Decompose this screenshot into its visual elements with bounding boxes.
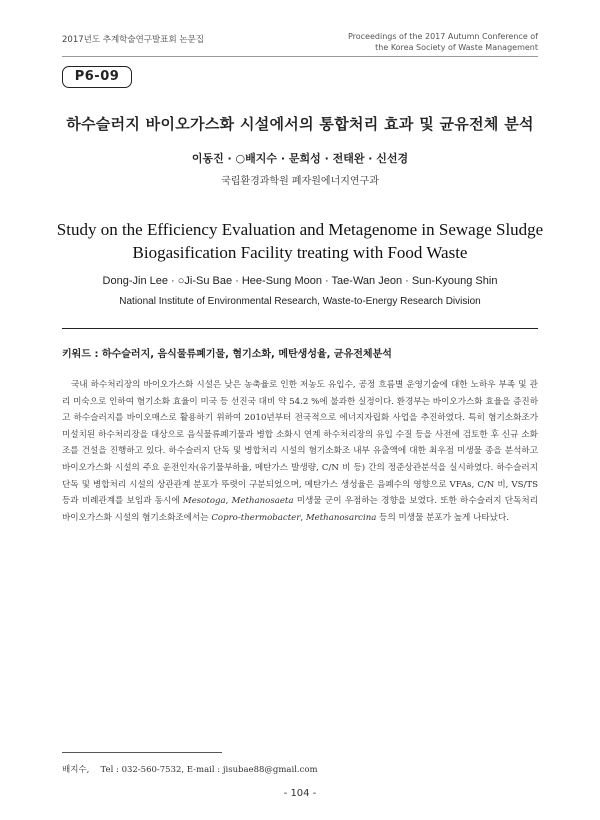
abstract-paragraph	[62, 377, 538, 526]
page-number: - 104 -	[283, 788, 317, 799]
title-english-line2: Biogasification Facility treating with Food Waste	[132, 243, 468, 262]
title-english	[40, 218, 560, 264]
running-header-right-line2: the Korea Society of Waste Management	[375, 43, 538, 52]
abstract-text-3: 등의 미생물 분포가 높게 나타났다.	[376, 512, 510, 523]
running-header-right-line1: Proceedings of the 2017 Autumn Conference of	[347, 32, 538, 41]
keywords-line: 키워드 : 하수슬러지, 음식물류폐기물, 혐기소화, 메탄생성율, 균유전체분석	[62, 349, 392, 360]
abstract-taxon-2: Methanosaeta	[231, 496, 294, 507]
abstract-separator-1: ,	[225, 496, 232, 507]
title-korean: 하수슬러지 바이오가스화 시설에서의 통합처리 효과 및 균유전체 분석	[66, 115, 534, 133]
abstract-text-1: 국내 하수처리장의 바이오가스화 시설은 낮은 농축율로 인한 저농도 유입수, 공정 흐름별 운영기술에 대한 노하우 부족 및 관리 미숙으로 인하여 혐기소화 효율이 미국 등 선진국 대비 약 54.2 %에 불과한 실정이다. 환경부는 바이오가스화 효율을 증진하고 하수슬러지를 바이오매스로 활용하기 위하여 2010년부터 전국적으로 에너지자립화 사업을 추진하였다. 특히 혐기소화조가 미설치된 하수처리장을 대상으로 음식물류폐기물과 병합 소화시 연계 하수처리장의 유입 수질 등을 사전에 검토한 후 신규 소화조를 건설을 진행하고 있다. 하수슬러지 단독 및 병합처리 시설의 혐기소화조 내부 유출액에 대한 최우점 미생물 종을 분석하고 바이오가스화 시설의 주요 운전인자(유기물부하율, 메탄가스 발생량, C/N 비 등) 간의 정준상관분석을 실시하였다. 하수슬러지 단독 및 병합처리 시설의 상관관계 분포가 뚜렷이 구분되었으며, 메탄가스 생성율은 음폐수의 영향으로 VFAs, C/N 비, VS/TS 등과 비례관계를 보임과 동시에	[62, 380, 538, 507]
running-header-right	[278, 31, 538, 53]
authors-english: Dong-Jin Lee · ○Ji-Su Bae · Hee-Sung Moon · Tae-Wan Jeon · Sun-Kyoung Shin	[102, 275, 498, 287]
title-english-line1: Study on the Efficiency Evaluation and Metagenome in Sewage Sludge	[56, 220, 544, 239]
footnote-divider	[62, 752, 222, 753]
affiliation-english: National Institute of Environmental Research, Waste-to-Energy Research Division	[119, 296, 481, 307]
keywords-divider	[62, 328, 538, 329]
abstract-taxon-3: Copro-thermobacter	[211, 512, 301, 523]
running-header-left: 2017년도 추계학술연구발표회 논문집	[62, 35, 204, 45]
abstract-body	[62, 377, 538, 526]
authors-korean: 이동진 · ○배지수 · 문희성 · 전태완 · 신선경	[191, 152, 409, 165]
paper-code-badge: P6-09	[62, 66, 132, 88]
affiliation-korean: 국립환경과학원 폐자원에너지연구과	[221, 176, 379, 187]
abstract-taxon-1: Mesotoga	[182, 496, 226, 507]
abstract-taxon-4: Methanosarcina	[305, 512, 377, 523]
abstract-separator-2: ,	[300, 512, 306, 523]
header-divider	[62, 56, 538, 57]
abstract-text-2: 미생물 군이 우점하는 경향을 보였다. 또한 하수슬러지 단독처리 바이오가스화 시설의 혐기소화조에서는	[62, 496, 539, 523]
footnote-contact: 배지수, Tel : 032-560-7532, E-mail : jisubae88@gmail.com	[62, 765, 318, 775]
